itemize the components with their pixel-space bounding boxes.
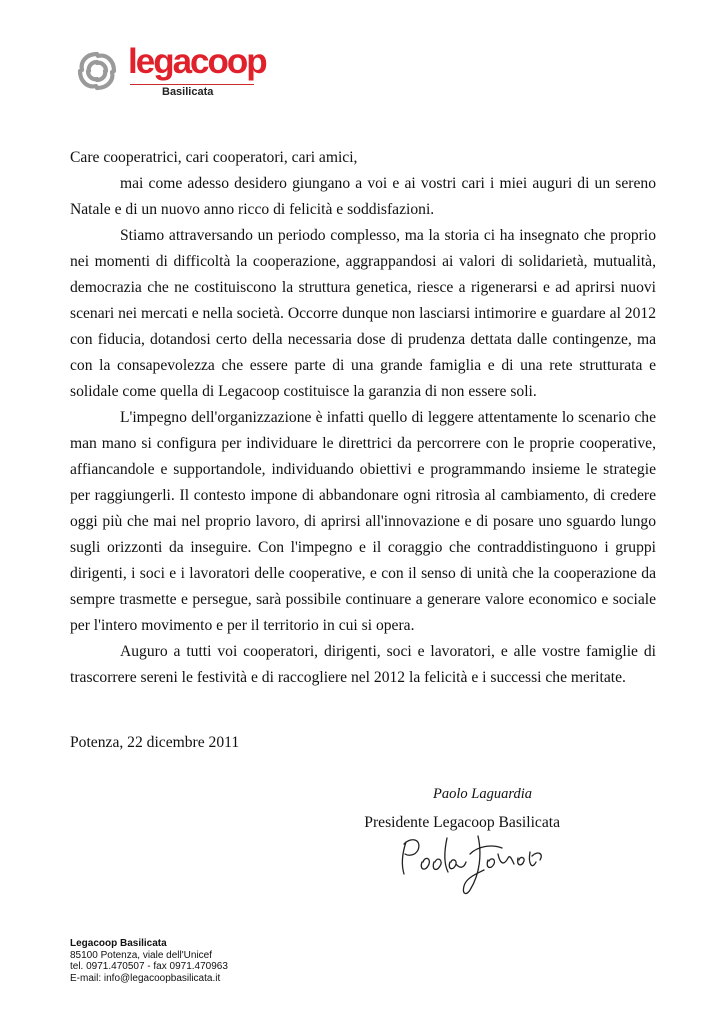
letter-paragraph: mai come adesso desidero giungano a voi e ai vostri cari i miei auguri di un sereno Natale e di un nuovo anno ricco di felicità e soddisfazioni. <box>70 175 656 218</box>
logo-divider <box>130 84 254 85</box>
letter-paragraph: Stiamo attraversando un periodo complesso, ma la storia ci ha insegnato che proprio nei momenti di difficoltà la cooperazione, aggrappandosi ai valori di solidarietà, mutualità, democrazia che ne costituiscono la struttura genetica, riesce a rigenerarsi e ad aprirsi nuovi scenari nei mercati e nella società. Occorre dunque non lasciarsi intimorire e guardare al 2012 con fiducia, dotandosi certo della necessaria dose di prudenza dettata dalle contingenze, ma con la consapevolezza che essere parte di una grande famiglia e di una rete strutturata e solidale come quella di Legacoop costituisce la garanzia di non essere soli. <box>70 227 656 400</box>
footer-phone-fax: tel. 0971.470507 - fax 0971.470963 <box>70 961 228 972</box>
footer-organization: Legacoop Basilicata <box>70 938 167 949</box>
signer-role: Presidente Legacoop Basilicata <box>364 814 560 831</box>
handwritten-signature <box>392 824 552 904</box>
place-and-date: Potenza, 22 dicembre 2011 <box>70 734 240 751</box>
footer-address: 85100 Potenza, viale dell'Unicef <box>70 949 213 961</box>
signer-name: Paolo Laguardia <box>433 786 532 802</box>
logo-wordmark: legacoop <box>128 42 266 81</box>
legacoop-swirl-icon <box>72 46 122 96</box>
letter-body <box>70 145 656 691</box>
logo-region: Basilicata <box>162 86 214 98</box>
letter-paragraph: Auguro a tutti voi cooperatori, dirigenti, soci e lavoratori, e alle vostre famiglie di trascorrere sereni le festività e di raccogliere nel 2012 la felicità e i successi che meritate. <box>70 643 656 686</box>
letter-paragraph: L'impegno dell'organizzazione è infatti quello di leggere attentamente lo scenario che man mano si configura per individuare le direttrici da percorrere con le proprie cooperative, affiancandole e supportandole, individuando obiettivi e programmando insieme le strategie per raggiungerli. Il contesto impone di abbandonare ogni ritrosìa al cambiamento, di credere oggi più che mai nel proprio lavoro, di aprirsi all'innovazione e di posare uno sguardo lungo sugli orizzonti da inseguire. Con l'impegno e il coraggio che contraddistinguono i gruppi dirigenti, i soci e i lavoratori delle cooperative, e con il senso di unità che la cooperazione da sempre trasmette e persegue, sarà possibile continuare a generare valore economico e sociale per l'intero movimento e per il territorio in cui si opera. <box>70 409 656 634</box>
letter-greeting: Care cooperatrici, cari cooperatori, cari amici, <box>70 149 358 166</box>
letterhead-footer <box>70 938 228 984</box>
footer-email: E-mail: info@legacoopbasilicata.it <box>70 972 221 984</box>
legacoop-logo <box>72 40 266 102</box>
